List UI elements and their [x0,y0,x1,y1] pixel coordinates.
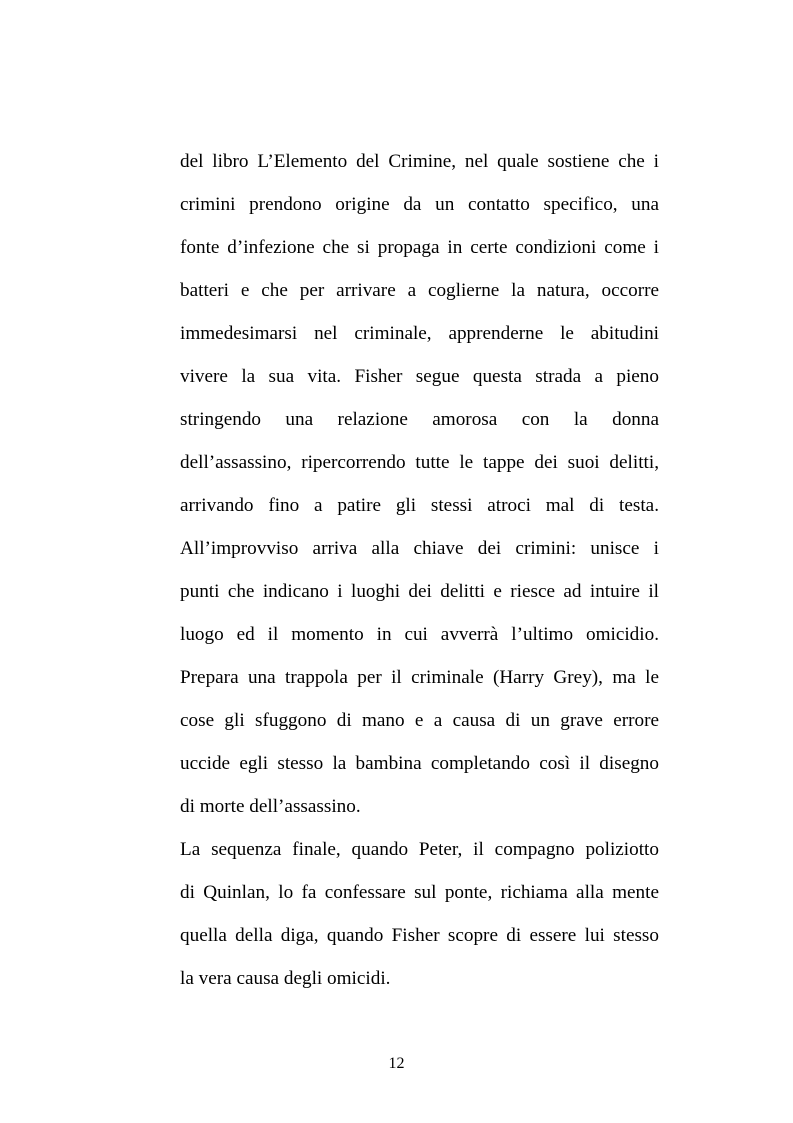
page-number: 12 [388,1055,405,1072]
page-body [180,140,659,1000]
text-line: crimini prendono origine da un contatto specifico, una [180,194,659,215]
text-line: vivere la sua vita. Fisher segue questa strada a pieno [180,366,659,387]
text-line: fonte d’infezione che si propaga in certe condizioni come i [180,237,659,258]
text-line: la vera causa degli omicidi. [180,968,391,989]
text-line: La sequenza finale, quando Peter, il compagno poliziotto [180,839,659,860]
text-line: di Quinlan, lo fa confessare sul ponte, richiama alla mente [180,882,659,903]
text-line: luogo ed il momento in cui avverrà l’ultimo omicidio. [180,624,659,645]
text-line: del libro L’Elemento del Crimine, nel quale sostiene che i [180,151,659,172]
text-line: batteri e che per arrivare a coglierne la natura, occorre [180,280,659,301]
text-line: quella della diga, quando Fisher scopre di essere lui stesso [180,925,659,946]
text-line: dell’assassino, ripercorrendo tutte le tappe dei suoi delitti, [180,452,659,473]
text-line: immedesimarsi nel criminale, apprenderne le abitudini [180,323,659,344]
text-line: punti che indicano i luoghi dei delitti e riesce ad intuire il [180,581,659,602]
text-line: uccide egli stesso la bambina completando così il disegno [180,753,659,774]
text-line: arrivando fino a patire gli stessi atroci mal di testa. [180,495,659,516]
paragraph [180,140,659,828]
text-line: di morte dell’assassino. [180,796,361,817]
text-line: Prepara una trappola per il criminale (Harry Grey), ma le [180,667,659,688]
text-line: stringendo una relazione amorosa con la donna [180,409,659,430]
text-line: cose gli sfuggono di mano e a causa di un grave errore [180,710,659,731]
paragraph [180,828,659,1000]
text-line: All’improvviso arriva alla chiave dei crimini: unisce i [180,538,659,559]
